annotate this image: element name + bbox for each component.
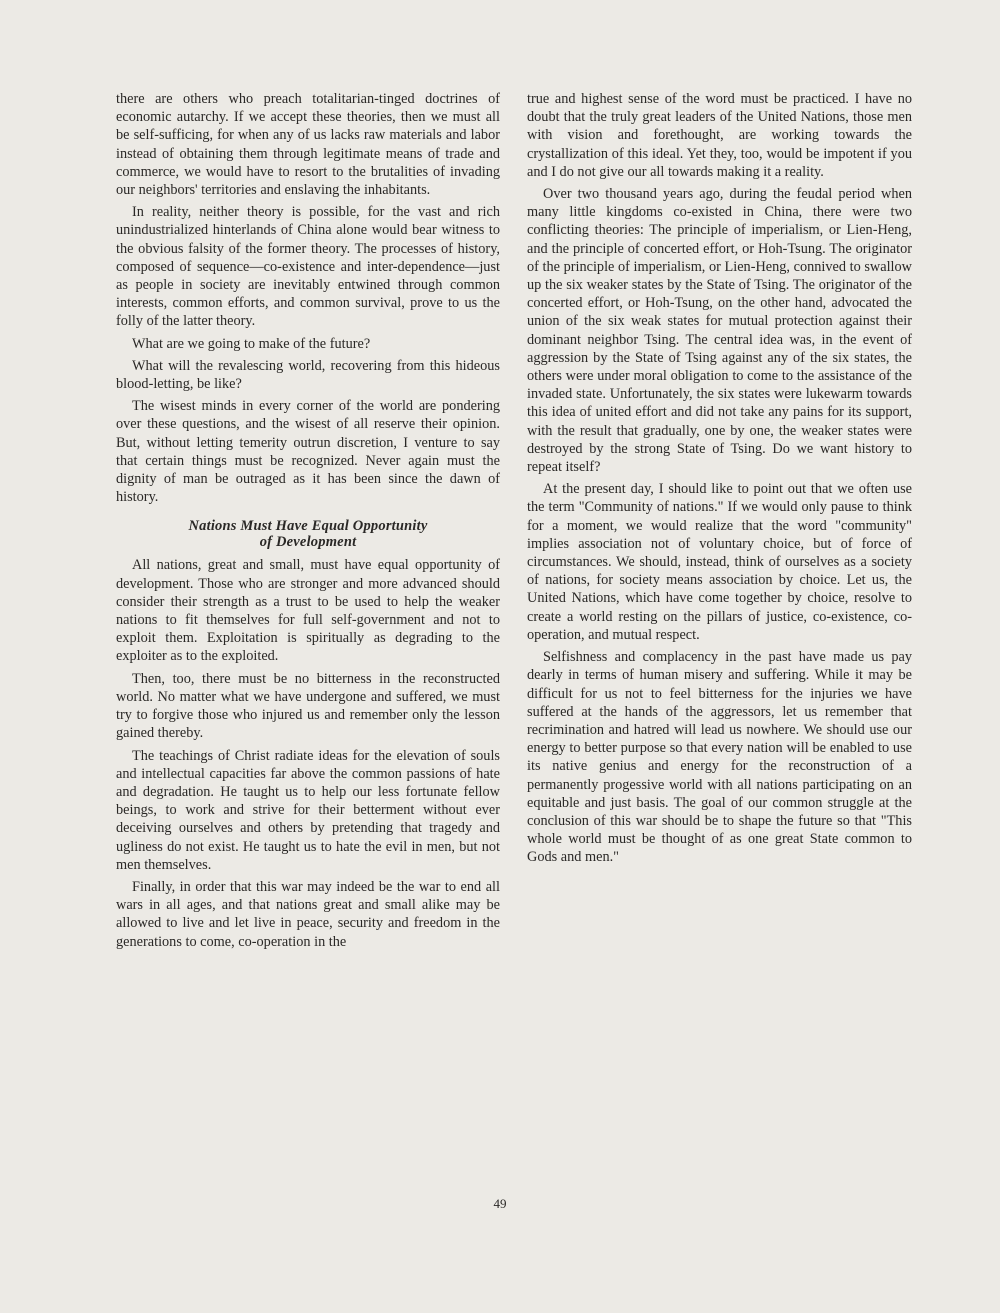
- paragraph: The teachings of Christ radiate ideas for the elevation of souls and intellectual capacities far above the common passions of hate and degradation. He taught us to help our less fortunate fellow beings, to work and strive for their betterment without ever deceiving ourselves and others by pretending that tragedy and ugliness do not exist. He taught us to hate the evil in men, but not men themselves.: [116, 747, 500, 873]
- paragraph: What will the revalescing world, recovering from this hideous blood-letting, be like?: [116, 357, 500, 393]
- paragraph: Over two thousand years ago, during the feudal period when many little kingdoms co-existed in China, there were two conflicting theories: The principle of imperialism, or Lien-Heng, and the principle of concerted effort, or Hoh-Tsung. The originator of the principle of imperialism, or Lien-Heng, connived to swallow up the six weaker states by the State of Tsing. The originator of the concerted effort, or Hoh-Tsung, on the other hand, advocated the union of the six weak states for mutual protection against their dominant neighbor Tsing. The central idea was, in the event of aggression by the State of Tsing against any of the six states, the others were under moral obligation to come to the assistance of the invaded state. Unfortunately, the six states were lukewarm towards this idea of united effort and did not take any pains for its support, with the result that gradually, one by one, the weaker states were destroyed by the strong State of Tsing. Do we want history to repeat itself?: [527, 186, 912, 476]
- section-heading-line: Nations Must Have Equal Opportunity: [188, 518, 428, 535]
- section-heading-line: of Development: [259, 534, 357, 551]
- section-heading: [116, 518, 500, 550]
- paragraph: At the present day, I should like to point out that we often use the term "Community of nations." If we would only pause to think for a moment, we would realize that the word "community" implies association not of voluntary choice, but of force of circumstances. We should, instead, think of ourselves as a society of nations, for society means association by choice. Let us, the United Nations, which have come together by choice, resolve to create a world resting on the pillars of justice, co-existence, co-operation, and mutual respect.: [527, 481, 912, 643]
- left-column: [116, 90, 500, 955]
- paragraph: there are others who preach totalitarian-tinged doctrines of economic autarchy. If we accept these theories, then we must all be self-sufficing, for when any of us lacks raw materials and labor instead of obtaining them through legitimate means of trade and commerce, we would have to resort to the brutalities of invading our neighbors' territories and enslaving the inhabitants.: [116, 91, 500, 199]
- paragraph: The wisest minds in every corner of the world are pondering over these questions, and the wisest of all reserve their opinion. But, without letting temerity outrun discretion, I venture to say that certain things must be recognized. Never again must the dignity of man be outraged as it has been since the dawn of history.: [116, 398, 500, 506]
- paragraph: true and highest sense of the word must be practiced. I have no doubt that the truly great leaders of the United Nations, those men with vision and forethought, are working towards the crystallization of this ideal. Yet they, too, would be impotent if you and I do not give our all towards making it a reality.: [527, 91, 912, 180]
- paragraph: Then, too, there must be no bitterness in the reconstructed world. No matter what we have undergone and suffered, we must try to forgive those who injured us and remember only the lesson gained thereby.: [116, 670, 500, 742]
- paragraph: What are we going to make of the future?: [132, 335, 371, 352]
- paragraph: Selfishness and complacency in the past have made us pay dearly in terms of human misery and suffering. While it may be difficult for us not to feel bitterness for the injuries we have suffered at the hands of the aggressors, let us remember that recrimination and hatred will lead us nowhere. We should use our energy to better purpose so that every nation will be enabled to use its native genius and energy for the reconstruction of a permanently progessive world with all nations participating on an equitable and just basis. The goal of our common struggle at the conclusion of this war should be to shape the future so that "This whole world must be thought of as one great State common to Gods and men.": [527, 649, 912, 866]
- paragraph: All nations, great and small, must have equal opportunity of development. Those who are stronger and more advanced should consider their strength as a trust to be used to help the weaker nations to fit themselves for full self-government and not to exploit them. Exploitation is spiritually as degrading to the exploiter as to the exploited.: [116, 557, 500, 665]
- right-column: [527, 90, 912, 871]
- paragraph: Finally, in order that this war may indeed be the war to end all wars in all ages, and that nations great and small alike may be allowed to live and let live in peace, security and freedom in the generations to come, co-operation in the: [116, 878, 500, 950]
- page-number: 49: [493, 1196, 507, 1211]
- paragraph: In reality, neither theory is possible, for the vast and rich unindustrialized hinterlands of China alone would bear witness to the obvious falsity of the former theory. The processes of history, composed of sequence—co-existence and inter-dependence—just as people in society are inevitably entwined through common interests, common efforts, and common survival, prove to us the folly of the latter theory.: [116, 204, 500, 330]
